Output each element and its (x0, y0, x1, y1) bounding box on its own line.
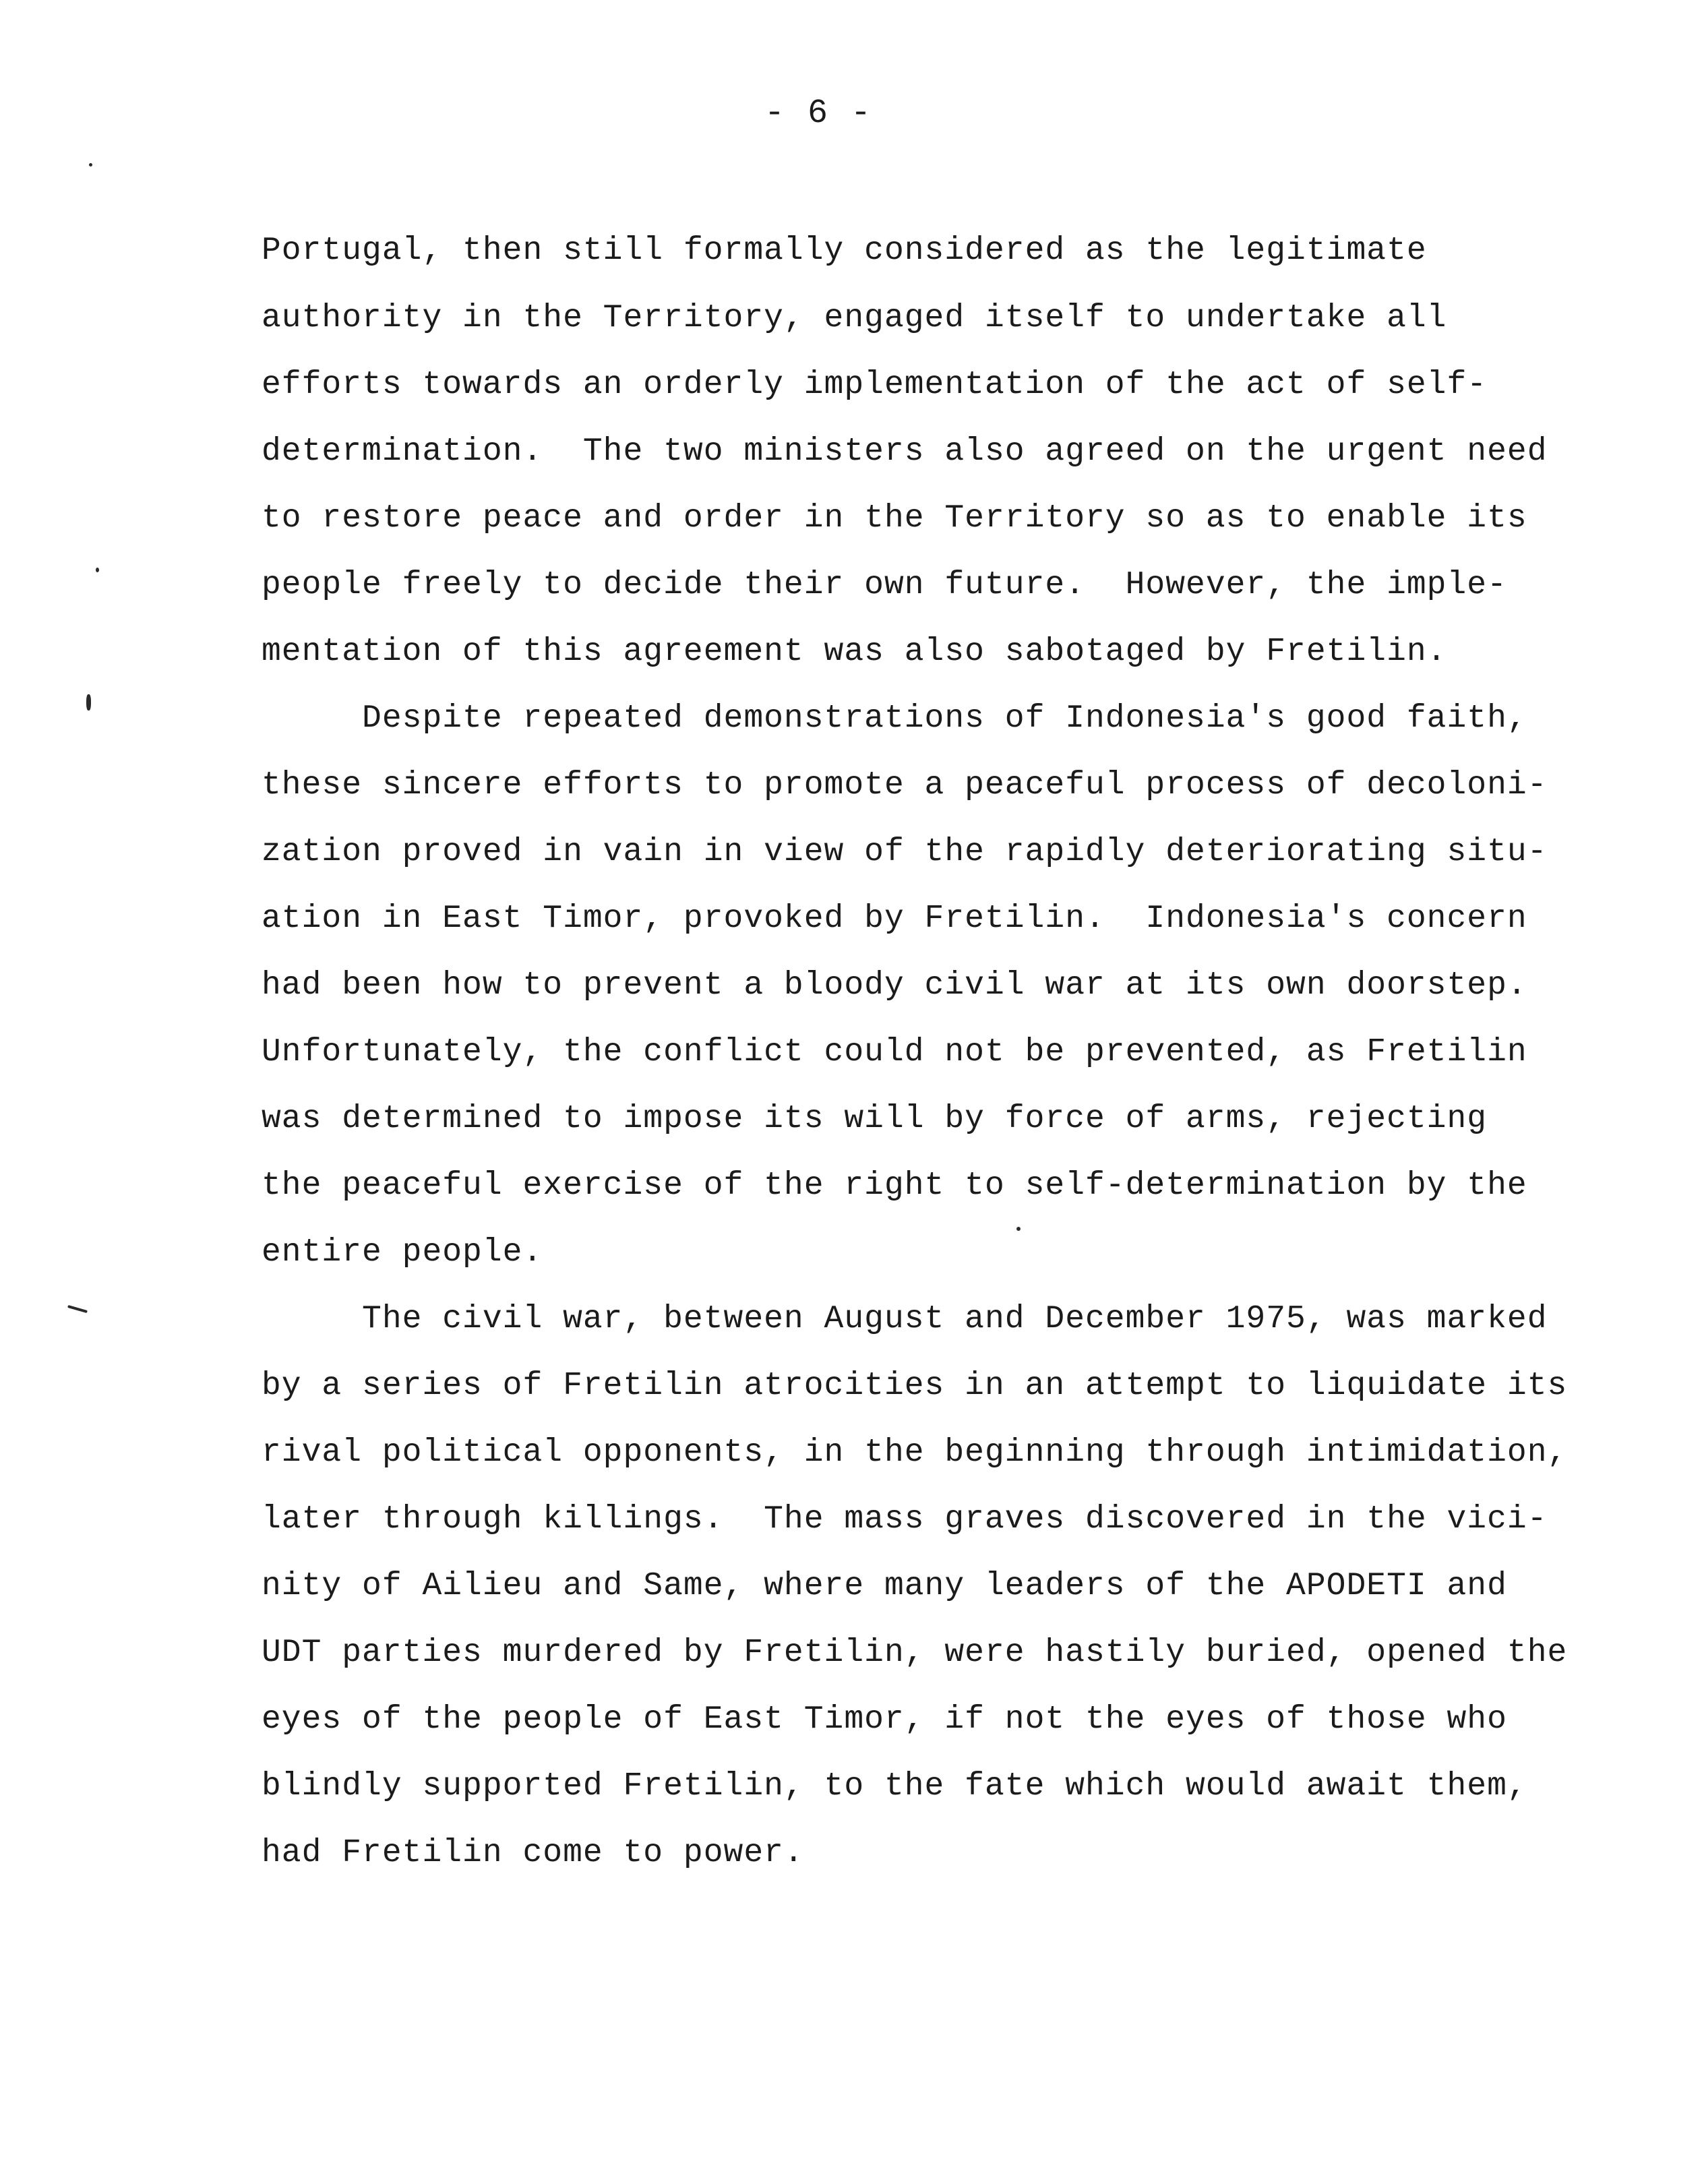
text-line: Portugal, then still formally considered as the legitimate (262, 233, 1427, 269)
scan-speck (67, 1305, 88, 1313)
text-line: mentation of this agreement was also sabotaged by Fretilin. (262, 634, 1447, 670)
scan-speck (96, 568, 99, 572)
text-line: later through killings. The mass graves discovered in the vici- (262, 1501, 1548, 1538)
text-line: nity of Ailieu and Same, where many leaders of the APODETI and (262, 1568, 1507, 1604)
text-line: had Fretilin come to power. (262, 1835, 804, 1871)
text-line: by a series of Fretilin atrocities in an attempt to liquidate its (262, 1368, 1568, 1404)
text-line: rival political opponents, in the beginning through intimidation, (262, 1434, 1568, 1471)
scan-speck (86, 694, 91, 710)
text-line: authority in the Territory, engaged itself to undertake all (262, 300, 1447, 336)
text-line: blindly supported Fretilin, to the fate which would await them, (262, 1768, 1527, 1804)
text-line: was determined to impose its will by force of arms, rejecting (262, 1101, 1488, 1137)
text-line: had been how to prevent a bloody civil war at its own doorstep. (262, 967, 1527, 1004)
text-line: zation proved in vain in view of the rapidly deteriorating situ- (262, 834, 1548, 870)
text-line: Despite repeated demonstrations of Indonesia's good faith, (262, 700, 1527, 737)
text-line: determination. The two ministers also agreed on the urgent need (262, 433, 1548, 470)
text-line: Unfortunately, the conflict could not be prevented, as Fretilin (262, 1034, 1527, 1070)
scan-speck (1016, 1227, 1021, 1231)
text-line: eyes of the people of East Timor, if not the eyes of those who (262, 1701, 1507, 1738)
page-number: - 6 - (764, 94, 873, 133)
text-line: entire people. (262, 1234, 543, 1271)
text-line: to restore peace and order in the Territory so as to enable its (262, 500, 1527, 537)
text-line: people freely to decide their own future. However, the imple- (262, 567, 1507, 603)
text-line: UDT parties murdered by Fretilin, were hastily buried, opened the (262, 1635, 1568, 1671)
scan-speck (89, 163, 92, 166)
text-line: the peaceful exercise of the right to self-determination by the (262, 1167, 1527, 1204)
text-line: efforts towards an orderly implementation of the act of self- (262, 367, 1488, 403)
text-line: these sincere efforts to promote a peaceful process of decoloni- (262, 767, 1548, 803)
text-line: ation in East Timor, provoked by Fretilin. Indonesia's concern (262, 901, 1527, 937)
text-line: The civil war, between August and December 1975, was marked (262, 1301, 1548, 1337)
